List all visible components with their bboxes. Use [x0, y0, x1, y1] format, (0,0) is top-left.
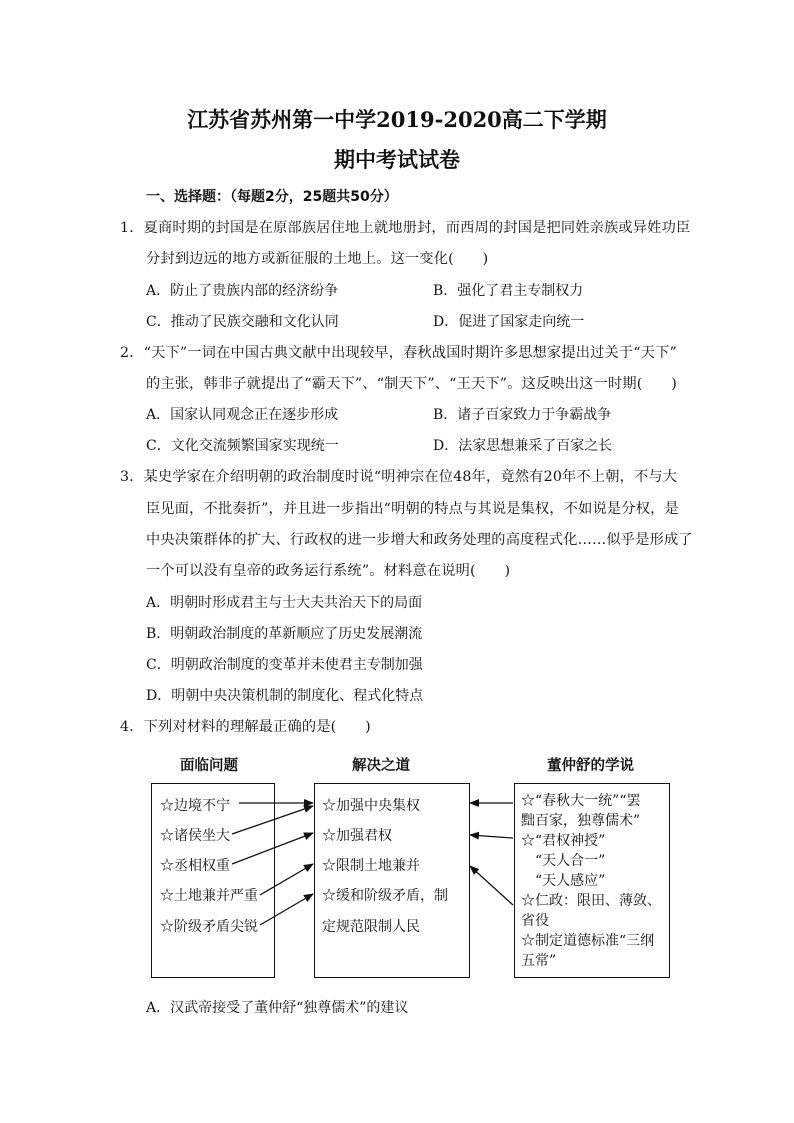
arrow-problem-4 [260, 864, 313, 895]
q3-stem-line4: 一个可以没有皇帝的政务运行系统”。材料意在说明( ) [146, 563, 511, 579]
theory-item: “天人合一” [521, 853, 606, 869]
q2-option-c[interactable]: C．文化交流频繁国家实现统一 [146, 438, 339, 454]
diagram-header-problems: 面临问题 [180, 758, 238, 774]
exam-title-line2: 期中考试试卷 [334, 147, 460, 172]
problem-item: ☆土地兼并严重 [160, 888, 258, 904]
q4-stem: 4．下列对材料的理解最正确的是( ) [120, 719, 371, 735]
theory-item: 省役 [521, 913, 549, 929]
q3-option-a[interactable]: A．明朝时形成君主与士大夫共治天下的局面 [146, 595, 423, 611]
q2-option-d[interactable]: D．法家思想兼采了百家之长 [433, 438, 613, 454]
problem-item: ☆边境不宁 [160, 798, 230, 814]
q3-stem-line1: 3．某史学家在介绍明朝的政治制度时说“明神宗在位48年，竟然有20年不上朝，不与大 [120, 469, 678, 485]
q3-stem-line3: 中央决策群体的扩大、行政权的进一步增大和政务处理的高度程式化……似乎是形成了 [146, 532, 693, 548]
section-heading: 一、选择题：（每题2分，25题共50分） [146, 189, 398, 205]
arrow-problem-3 [232, 833, 313, 864]
q2-stem-line1: 2．“天下”一词在中国古典文献中出现较早，春秋战国时期许多思想家提出过关于“天下” [120, 345, 677, 361]
solution-item: ☆限制土地兼并 [322, 858, 420, 874]
q3-option-c[interactable]: C．明朝政治制度的变革并未使君主专制加强 [146, 657, 423, 673]
q2-option-a[interactable]: A．国家认同观念正在逐步形成 [146, 407, 339, 423]
solution-item: ☆加强中央集权 [322, 798, 420, 814]
q3-stem-line2: 臣见面，不批奏折”，并且进一步指出“明朝的特点与其说是集权，不如说是分权，是 [146, 501, 679, 517]
solution-item: 定规范限制人民 [322, 919, 420, 935]
arrow-theory-2 [470, 835, 513, 838]
theory-item: ☆制定道德标准“三纲 [521, 933, 655, 949]
theory-item: ☆“君权神授” [521, 833, 606, 849]
q1-stem-line1: 1．夏商时期的封国是在原部族居住地上就地册封，而西周的封国是把同姓亲族或异姓功臣 [120, 220, 691, 236]
arrow-theory-3 [470, 866, 513, 905]
theory-item: 黜百家，独尊儒术” [521, 813, 641, 829]
diagram-header-theory: 董仲舒的学说 [547, 758, 634, 774]
q1-stem-line2: 分封到边远的地方或新征服的土地上。这一变化( ) [146, 251, 489, 267]
theory-item: ☆仁政：限田、薄敛、 [521, 893, 661, 909]
q1-option-a[interactable]: A．防止了贵族内部的经济纷争 [146, 283, 339, 299]
q2-option-b[interactable]: B．诸子百家致力于争霸战争 [433, 407, 612, 423]
q2-stem-line2: 的主张，韩非子就提出了“霸天下”、“制天下”、“王天下”。这反映出这一时期( ) [146, 376, 677, 392]
q3-option-b[interactable]: B．明朝政治制度的革新顺应了历史发展潮流 [146, 626, 423, 642]
problem-item: ☆阶级矛盾尖锐 [160, 919, 258, 935]
arrow-problem-5 [260, 894, 313, 925]
theory-item: ☆“春秋大一统”“罢 [521, 793, 641, 809]
solution-item: ☆加强君权 [322, 828, 392, 844]
arrow-problem-2 [232, 806, 313, 834]
q1-option-c[interactable]: C．推动了民族交融和文化认同 [146, 314, 339, 330]
q4-option-a[interactable]: A．汉武帝接受了董仲舒“独尊儒术”的建议 [146, 1000, 409, 1016]
problem-item: ☆丞相权重 [160, 858, 230, 874]
diagram-header-solutions: 解决之道 [352, 758, 410, 774]
theory-item: “天人感应” [521, 873, 606, 889]
problem-item: ☆诸侯坐大 [160, 828, 230, 844]
solution-item: ☆缓和阶级矛盾，制 [322, 888, 448, 904]
q3-option-d[interactable]: D．明朝中央决策机制的制度化、程式化特点 [146, 688, 424, 704]
q1-option-d[interactable]: D．促进了国家走向统一 [433, 314, 585, 330]
q1-option-b[interactable]: B．强化了君主专制权力 [433, 283, 584, 299]
theory-item: 五常” [521, 953, 557, 969]
exam-title-line1: 江苏省苏州第一中学2019-2020高二下学期 [187, 107, 607, 132]
